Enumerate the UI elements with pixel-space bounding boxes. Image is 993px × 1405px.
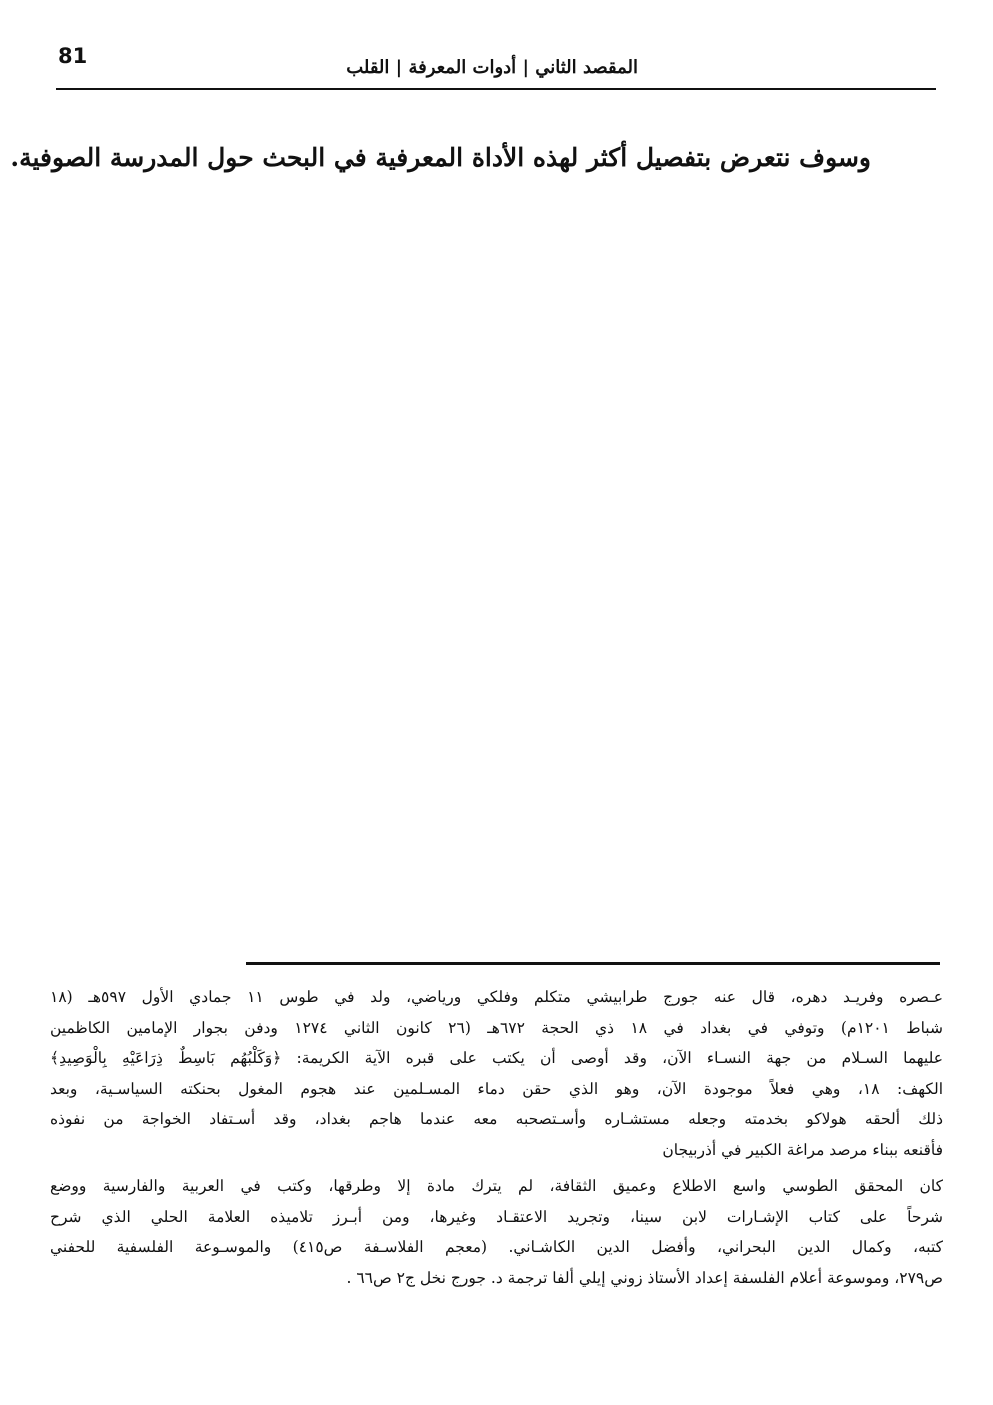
- main-paragraph: وسوف نتعرض بتفصيل أكثر لهذه الأداة المعرفية في البحث حول المدرسة الصوفية.: [10, 143, 871, 172]
- footnote-line: كان المحقق الطوسي واسع الاطلاع وعميق الثقافة، لم يترك مادة إلا وطرقها، وكتب في العربية والفارسية ووضع: [50, 1177, 943, 1195]
- running-header-title: المقصد الثاني | أدوات المعرفة | القلب: [346, 57, 638, 78]
- footnote-line: شباط ١٢٠١م) وتوفي في بغداد في ١٨ ذي الحجة ٦٧٢هـ (٢٦ كانون الثاني ١٢٧٤ ودفن بجوار الإمامين الكاظمين: [50, 1018, 943, 1037]
- footnote-line: عليهما السـلام من جهة النسـاء الآن، وقد أوصى أن يكتب على قبره الآية الكريمة: ﴿وَكَلْبُهُم بَاسِطٌ ذِرَاعَيْهِ بِالْوَصِيدِ﴾: [50, 1049, 943, 1067]
- footnote-line: شرحاً على كتاب الإشـارات لابن سينا، وتجريد الاعتقـاد وغيرها، ومن أبـرز تلاميذه العلامة الحلي الذي شرح: [50, 1207, 943, 1226]
- footnote-line: عـصره وفريـد دهره، قال عنه جورج طرابيشي متكلم وفلكي ورياضي، ولد في طوس ١١ جمادي الأول ٥٩٧هـ (١٨: [50, 988, 943, 1006]
- footnotes-section: [50, 982, 943, 1293]
- footnote-line: ص٢٧٩، وموسوعة أعلام الفلسفة إعداد الأستاذ زوني إيلي ألفا ترجمة د. جورج نخل ج٢ ص٦٦ .: [346, 1268, 943, 1287]
- footnote-divider: [246, 962, 940, 965]
- footnote-line: فأقنعه ببناء مرصد مراغة الكبير في أذربيجان: [662, 1140, 943, 1159]
- footnote-paragraph: [50, 982, 943, 1165]
- footnote-line: ذلك ألحقه هولاكو بخدمته وجعله مستشـاره وأسـتصحبه معه عندما هاجم بغداد، وقد أسـتفاد الخواجة من نفوذه: [50, 1110, 943, 1128]
- footnote-line: كتبه، وكمال الدين البحراني، وأفضل الدين الكاشـاني. (معجم الفلاسـفة ص٤١٥) والموسـوعة الفلسفية للحفني: [50, 1238, 943, 1256]
- page-number: 81: [58, 44, 88, 68]
- footnote-line: الكهف: ١٨، وهي فعلاً موجودة الآن، وهو الذي حقن دماء المسـلمين عند هجوم المغول بحنكته السياسـية، وبعد: [50, 1079, 943, 1098]
- header-divider: [56, 88, 936, 90]
- footnote-paragraph: [50, 1171, 943, 1293]
